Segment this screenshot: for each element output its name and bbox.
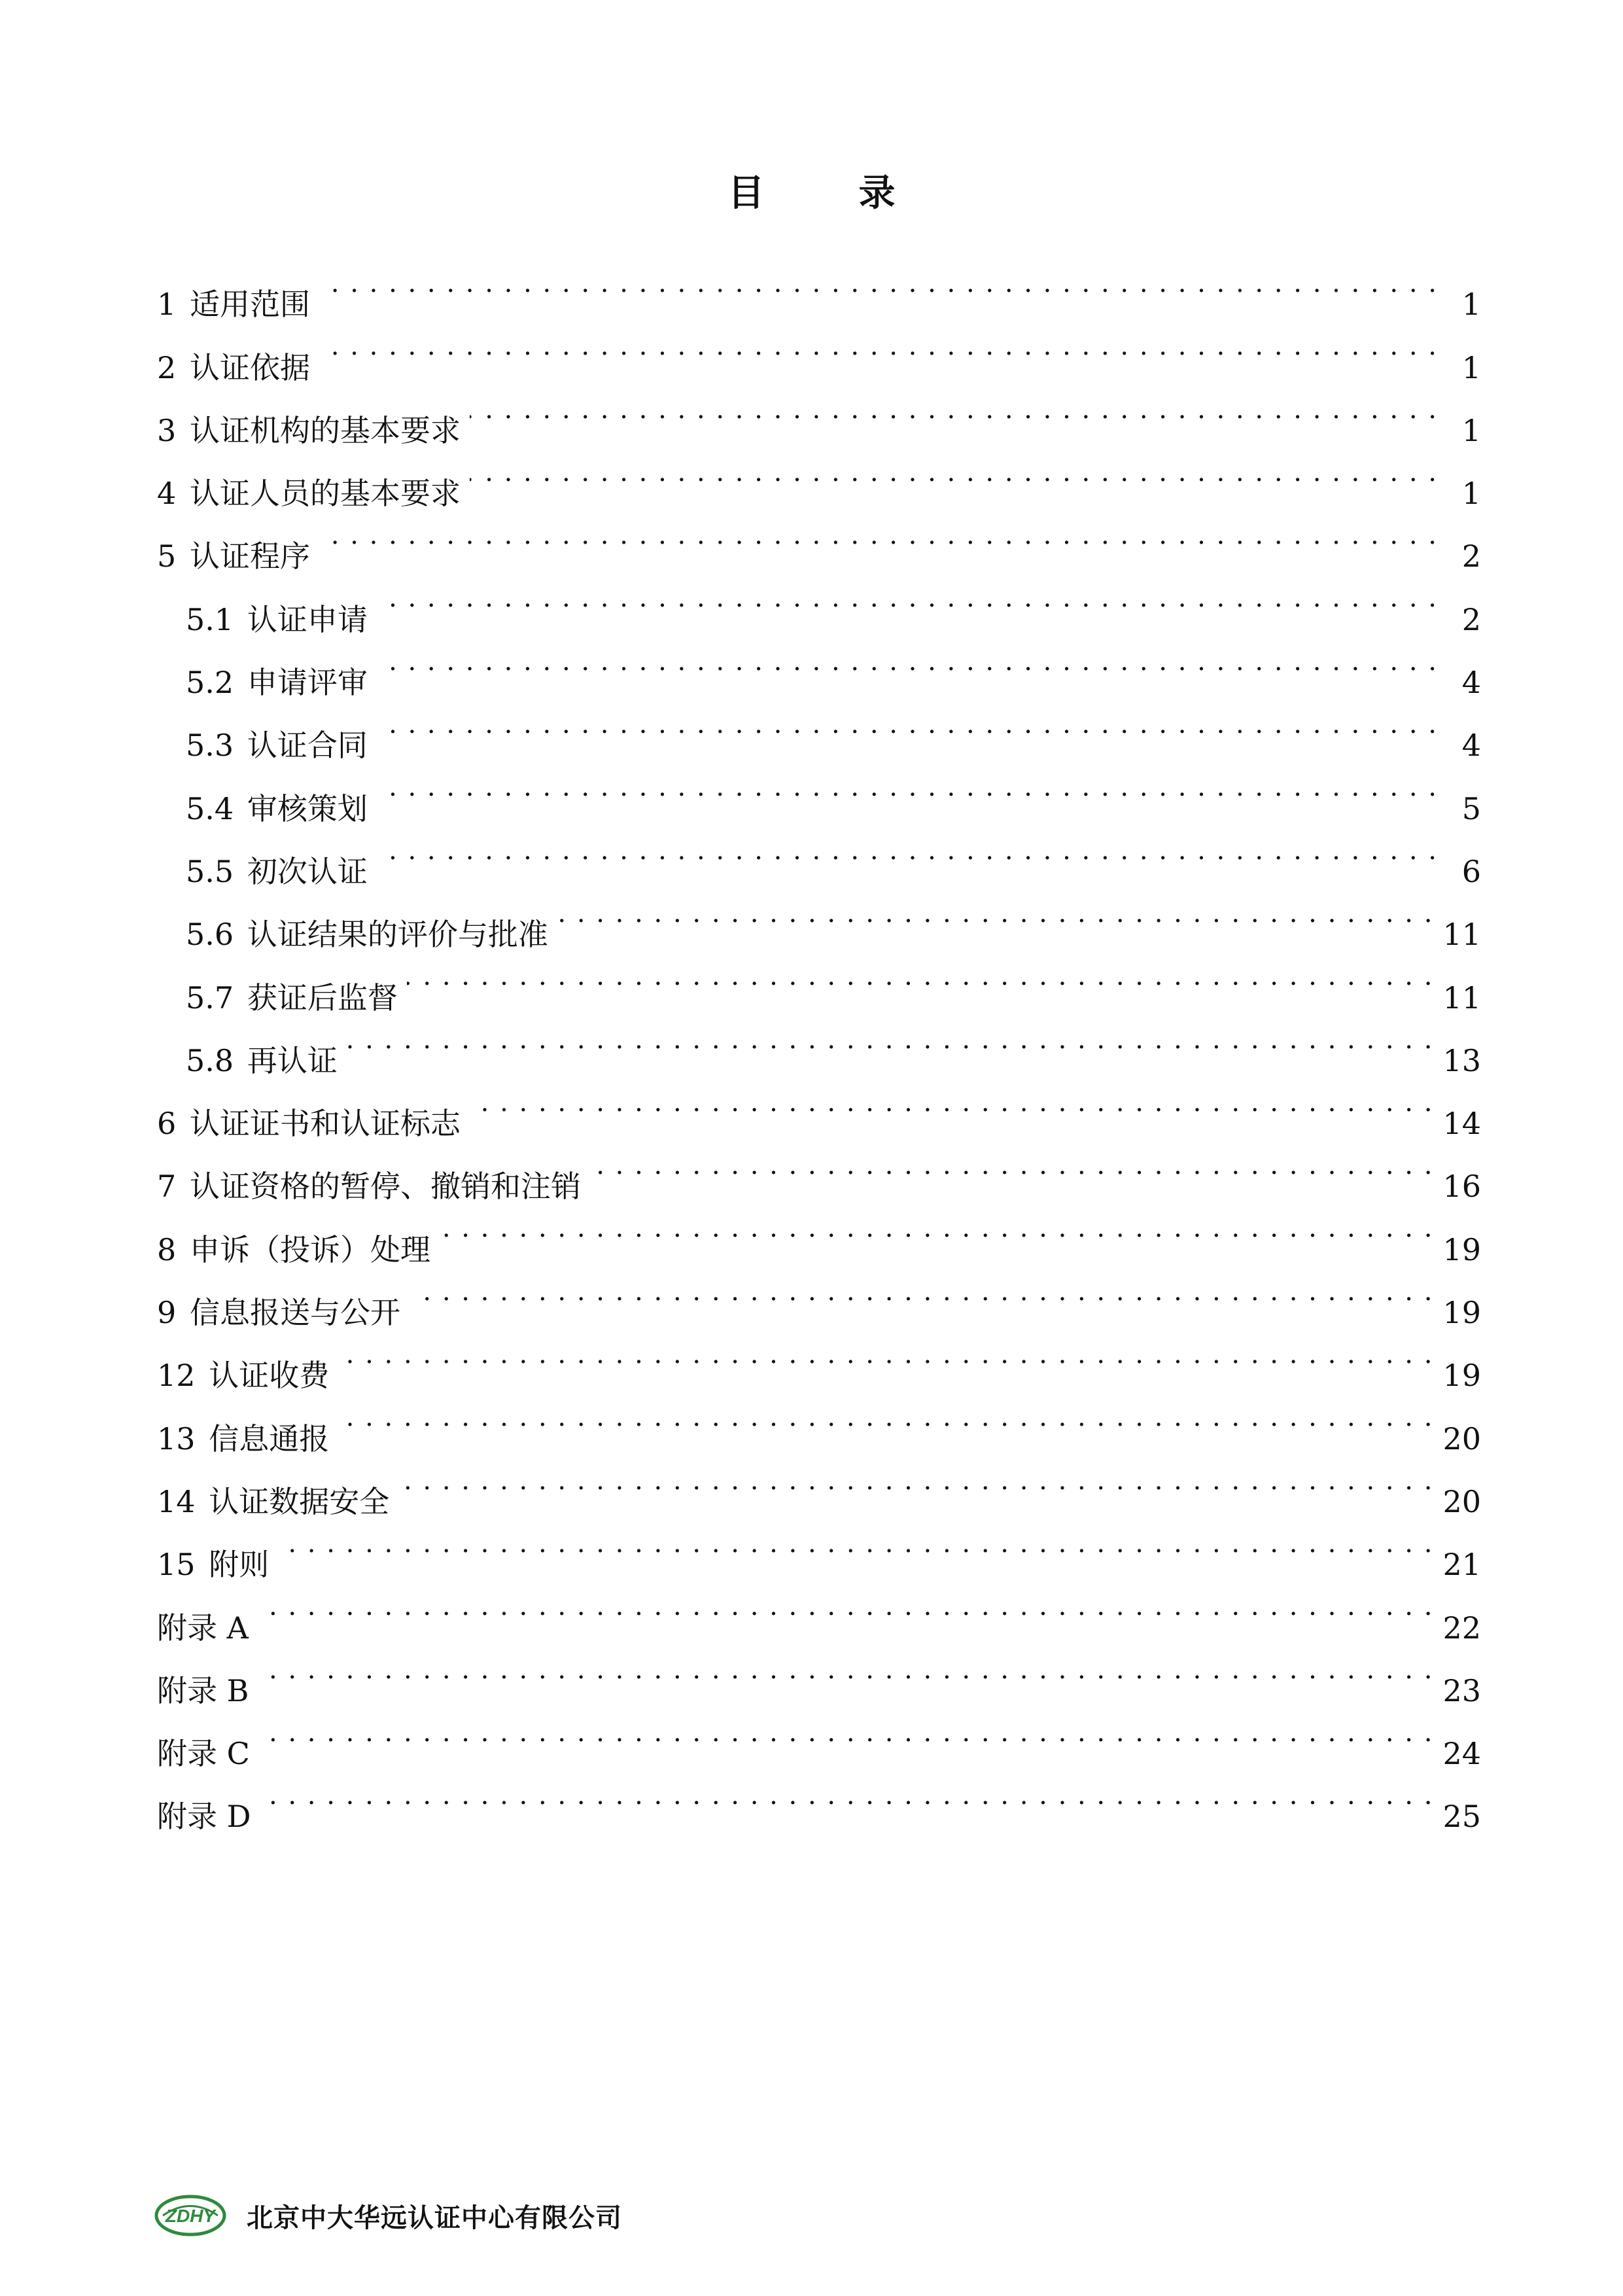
toc-entry[interactable] (157, 504, 1481, 574)
toc-entry-title: 信息通报 (209, 1421, 330, 1457)
toc-entry-page: 20 (1442, 1483, 1481, 1519)
toc-entry[interactable] (157, 1512, 1481, 1583)
toc-entry-title: 审核策划 (247, 790, 368, 826)
toc-entry-number: 5.7 (186, 980, 234, 1016)
toc-dot-leader (377, 693, 1438, 756)
toc-entry-title: 申请评审 (247, 665, 368, 701)
toc-entry-title: 获证后监督 (247, 980, 398, 1016)
toc-entry-title: 附录 A (157, 1610, 249, 1646)
toc-entry-number: 9 (157, 1295, 177, 1331)
toc-dot-leader (260, 1764, 1434, 1827)
toc-dot-leader (377, 756, 1438, 819)
toc-entry-number: 7 (157, 1169, 177, 1205)
toc-entry-title: 初次认证 (247, 853, 368, 889)
toc-dot-leader (338, 1386, 1433, 1449)
toc-entry[interactable] (157, 1638, 1481, 1708)
toc-entry-page: 19 (1442, 1358, 1481, 1394)
toc-entry-number: 5 (157, 539, 177, 574)
toc-entry[interactable] (157, 1008, 1481, 1078)
toc-entry[interactable] (157, 378, 1481, 448)
page-footer (154, 2189, 622, 2242)
toc-entry[interactable] (157, 1071, 1481, 1142)
toc-entry-number: 5.3 (186, 728, 234, 764)
toc-entry-page: 4 (1461, 665, 1481, 701)
toc-entry-title: 信息报送与公开 (189, 1295, 400, 1331)
toc-entry-number: 5.4 (186, 790, 234, 826)
toc-entry-page: 14 (1442, 1106, 1481, 1142)
toc-entry[interactable] (157, 1323, 1481, 1394)
toc-entry-page: 1 (1461, 412, 1481, 448)
toc-entry-title: 附则 (209, 1547, 270, 1583)
toc-dot-leader (338, 1323, 1433, 1386)
toc-entry-number: 3 (157, 412, 177, 448)
toc-entry-page: 25 (1442, 1799, 1481, 1835)
toc-entry-page: 21 (1442, 1547, 1481, 1583)
toc-dot-leader (319, 504, 1438, 567)
toc-dot-leader (258, 1638, 1433, 1701)
toc-entry-title: 认证合同 (247, 728, 368, 764)
toc-entry-page: 5 (1461, 790, 1481, 826)
toc-dot-leader (278, 1512, 1433, 1575)
toc-entry-number: 6 (157, 1106, 177, 1142)
toc-entry[interactable] (157, 1575, 1481, 1646)
toc-entry-page: 19 (1442, 1231, 1481, 1267)
company-name: 北京中大华远认证中心有限公司 (247, 2202, 622, 2233)
toc-dot-leader (470, 441, 1438, 504)
toc-entry-number: 13 (157, 1421, 196, 1457)
toc-entry-page: 1 (1461, 349, 1481, 385)
toc-entry-title: 认证收费 (209, 1358, 330, 1394)
toc-dot-leader (590, 1134, 1433, 1197)
toc-dot-leader (259, 1701, 1434, 1764)
toc-entry-number: 8 (157, 1231, 177, 1267)
toc-entry-title: 认证人员的基本要求 (189, 476, 461, 512)
toc-entry-title: 附录 D (157, 1799, 251, 1835)
toc-entry-title: 附录 B (157, 1672, 249, 1708)
toc-entry-page: 20 (1442, 1421, 1481, 1457)
toc-entry[interactable] (157, 315, 1481, 385)
toc-entry-title: 附录 C (157, 1736, 250, 1772)
toc-entry-number: 12 (157, 1358, 196, 1394)
toc-dot-leader (347, 1008, 1434, 1071)
toc-entry-number: 5.1 (186, 601, 234, 637)
page-title: 目 录 (727, 171, 924, 215)
toc-dot-leader (377, 567, 1438, 629)
toc-entry[interactable] (157, 567, 1481, 637)
toc-dot-leader (407, 945, 1434, 1008)
toc-dot-leader (319, 315, 1438, 378)
toc-entry-number: 5.6 (186, 917, 234, 953)
toc-entry-number: 2 (157, 349, 177, 385)
toc-entry-page: 22 (1442, 1610, 1481, 1646)
toc-entry-page: 16 (1442, 1169, 1481, 1205)
company-logo (154, 2194, 227, 2237)
toc-entry-page: 2 (1461, 601, 1481, 637)
toc-entry-page: 4 (1461, 728, 1481, 764)
toc-entry-page: 2 (1461, 539, 1481, 574)
toc-entry-page: 13 (1442, 1042, 1481, 1078)
toc-entry-page: 1 (1461, 287, 1481, 323)
toc-entry[interactable] (157, 1449, 1481, 1519)
toc-entry-page: 11 (1442, 980, 1481, 1016)
toc-dot-leader (470, 378, 1438, 441)
toc-entry-title: 再认证 (247, 1042, 338, 1078)
toc-entry-title: 认证申请 (247, 601, 368, 637)
toc-entry-title: 适用范围 (189, 287, 310, 323)
toc-dot-leader (377, 819, 1438, 882)
toc-entry-number: 5.8 (186, 1042, 234, 1078)
toc-entry[interactable] (157, 1386, 1481, 1457)
toc-entry[interactable] (157, 1764, 1481, 1835)
toc-entry-page: 11 (1442, 917, 1481, 953)
toc-entry-title: 认证结果的评价与批准 (247, 917, 548, 953)
toc-entry[interactable] (157, 252, 1481, 323)
toc-entry-number: 14 (157, 1483, 196, 1519)
toc-dot-leader (319, 252, 1438, 315)
toc-dot-leader (470, 1071, 1433, 1134)
toc-entry-title: 认证资格的暂停、撤销和注销 (189, 1169, 581, 1205)
toc-entry-title: 认证证书和认证标志 (189, 1106, 461, 1142)
toc-entry-number: 1 (157, 287, 177, 323)
toc-entry-page: 6 (1461, 853, 1481, 889)
table-of-contents (157, 252, 1481, 1835)
toc-entry[interactable] (157, 1701, 1481, 1772)
toc-entry-title: 认证数据安全 (209, 1483, 390, 1519)
toc-dot-leader (557, 882, 1434, 945)
toc-entry-number: 4 (157, 476, 177, 512)
toc-entry-page: 23 (1442, 1672, 1481, 1708)
toc-entry-number: 5.5 (186, 853, 234, 889)
toc-entry-number: 15 (157, 1547, 196, 1583)
toc-entry-number: 5.2 (186, 665, 234, 701)
toc-dot-leader (410, 1260, 1433, 1323)
svg-text:ZDHY: ZDHY (165, 2206, 216, 2226)
toc-entry-page: 1 (1461, 476, 1481, 512)
toc-entry-page: 19 (1442, 1295, 1481, 1331)
toc-dot-leader (377, 630, 1438, 693)
toc-entry-title: 认证机构的基本要求 (189, 412, 461, 448)
toc-entry-title: 认证程序 (189, 539, 310, 574)
toc-dot-leader (258, 1575, 1434, 1638)
toc-entry-page: 24 (1442, 1736, 1481, 1772)
toc-entry-title: 申诉（投诉）处理 (189, 1231, 430, 1267)
toc-entry-title: 认证依据 (189, 349, 310, 385)
toc-dot-leader (440, 1197, 1433, 1260)
toc-dot-leader (398, 1449, 1433, 1512)
